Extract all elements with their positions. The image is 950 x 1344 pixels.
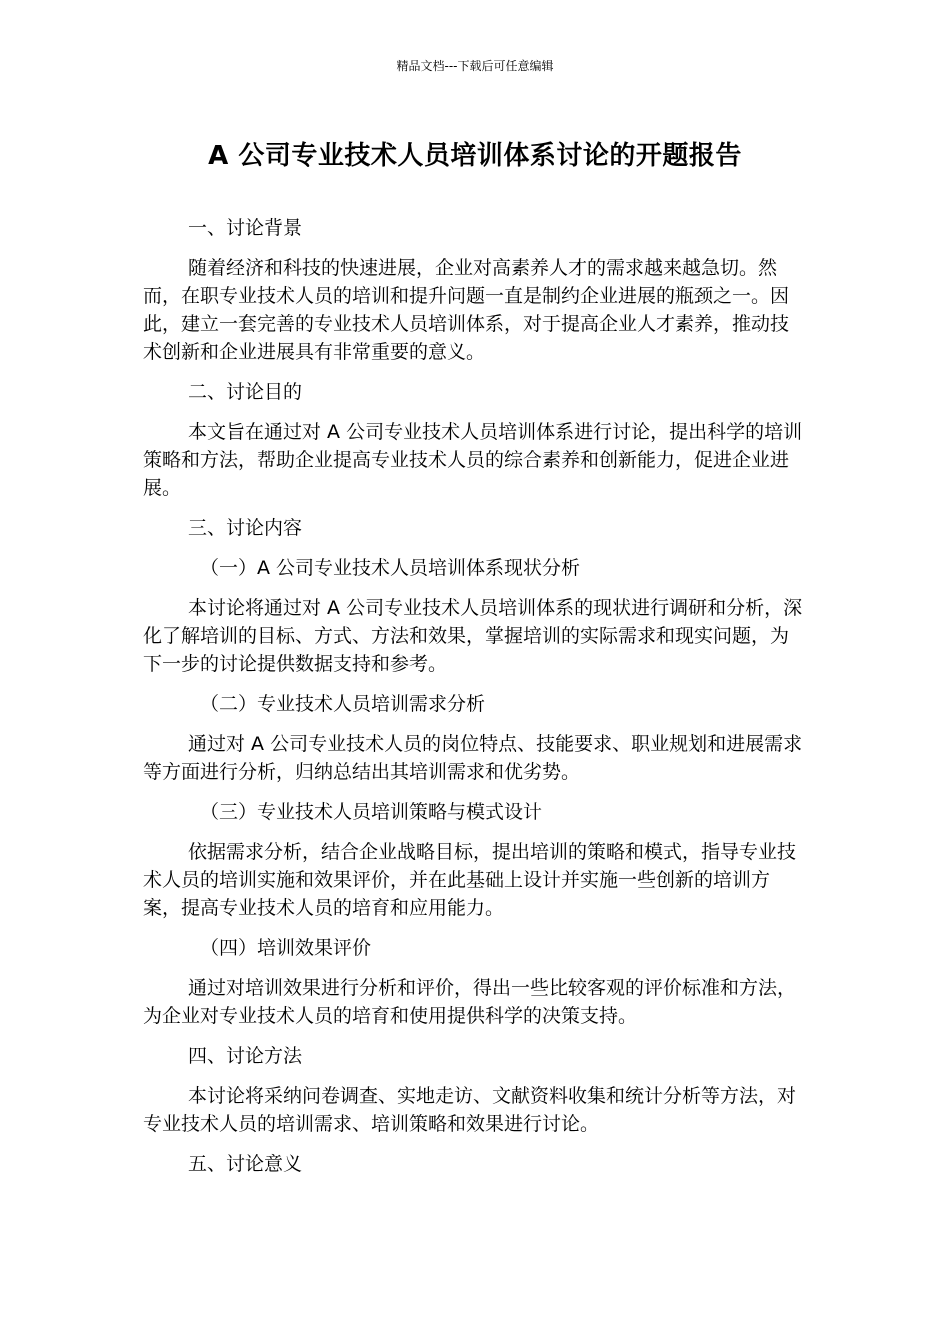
subsection-text-2: 通过对 A 公司专业技术人员的岗位特点、技能要求、职业规划和进展需求等方面进行分析，归纳总结出其培训需求和优劣势。 (143, 733, 803, 783)
section-heading-content: 三、讨论内容 (188, 517, 303, 539)
section-heading-significance: 五、讨论意义 (188, 1153, 303, 1175)
section-heading-background: 一、讨论背景 (188, 217, 303, 239)
header-note: 精品文档---下载后可任意编辑 (396, 59, 554, 73)
subsection-text-1: 本讨论将通过对 A 公司专业技术人员培训体系的现状进行调研和分析，深化了解培训的目标、方式、方法和效果，掌握培训的实际需求和现实问题，为下一步的讨论提供数据支持和参考。 (143, 597, 803, 675)
subsection-heading-1: （一）A 公司专业技术人员培训体系现状分析 (200, 557, 581, 579)
section-text-purpose: 本文旨在通过对 A 公司专业技术人员培训体系进行讨论，提出科学的培训策略和方法，帮助企业提高专业技术人员的综合素养和创新能力，促进企业进展。 (143, 421, 803, 499)
section-text-background: 随着经济和科技的快速进展，企业对高素养人才的需求越来越急切。然而，在职专业技术人员的培训和提升问题一直是制约企业进展的瓶颈之一。因此，建立一套完善的专业技术人员培训体系，对于提高企业人才素养，推动技术创新和企业进展具有非常重要的意义。 (143, 257, 790, 363)
subsection-heading-4: （四）培训效果评价 (200, 937, 372, 959)
subsection-text-4: 通过对培训效果进行分析和评价，得出一些比较客观的评价标准和方法，为企业对专业技术人员的培育和使用提供科学的决策支持。 (143, 977, 797, 1027)
document-body (143, 214, 807, 1190)
subsection-heading-3: （三）专业技术人员培训策略与模式设计 (200, 801, 543, 823)
section-heading-method: 四、讨论方法 (188, 1045, 303, 1067)
section-heading-purpose: 二、讨论目的 (188, 381, 303, 403)
section-text-method: 本讨论将采纳问卷调查、实地走访、文献资料收集和统计分析等方法，对专业技术人员的培训需求、培训策略和效果进行讨论。 (143, 1085, 797, 1135)
subsection-heading-2: （二）专业技术人员培训需求分析 (200, 693, 486, 715)
subsection-text-3: 依据需求分析，结合企业战略目标，提出培训的策略和模式，指导专业技术人员的培训实施和效果评价，并在此基础上设计并实施一些创新的培训方案，提高专业技术人员的培育和应用能力。 (143, 841, 797, 919)
document-title: A 公司专业技术人员培训体系讨论的开题报告 (208, 141, 742, 171)
